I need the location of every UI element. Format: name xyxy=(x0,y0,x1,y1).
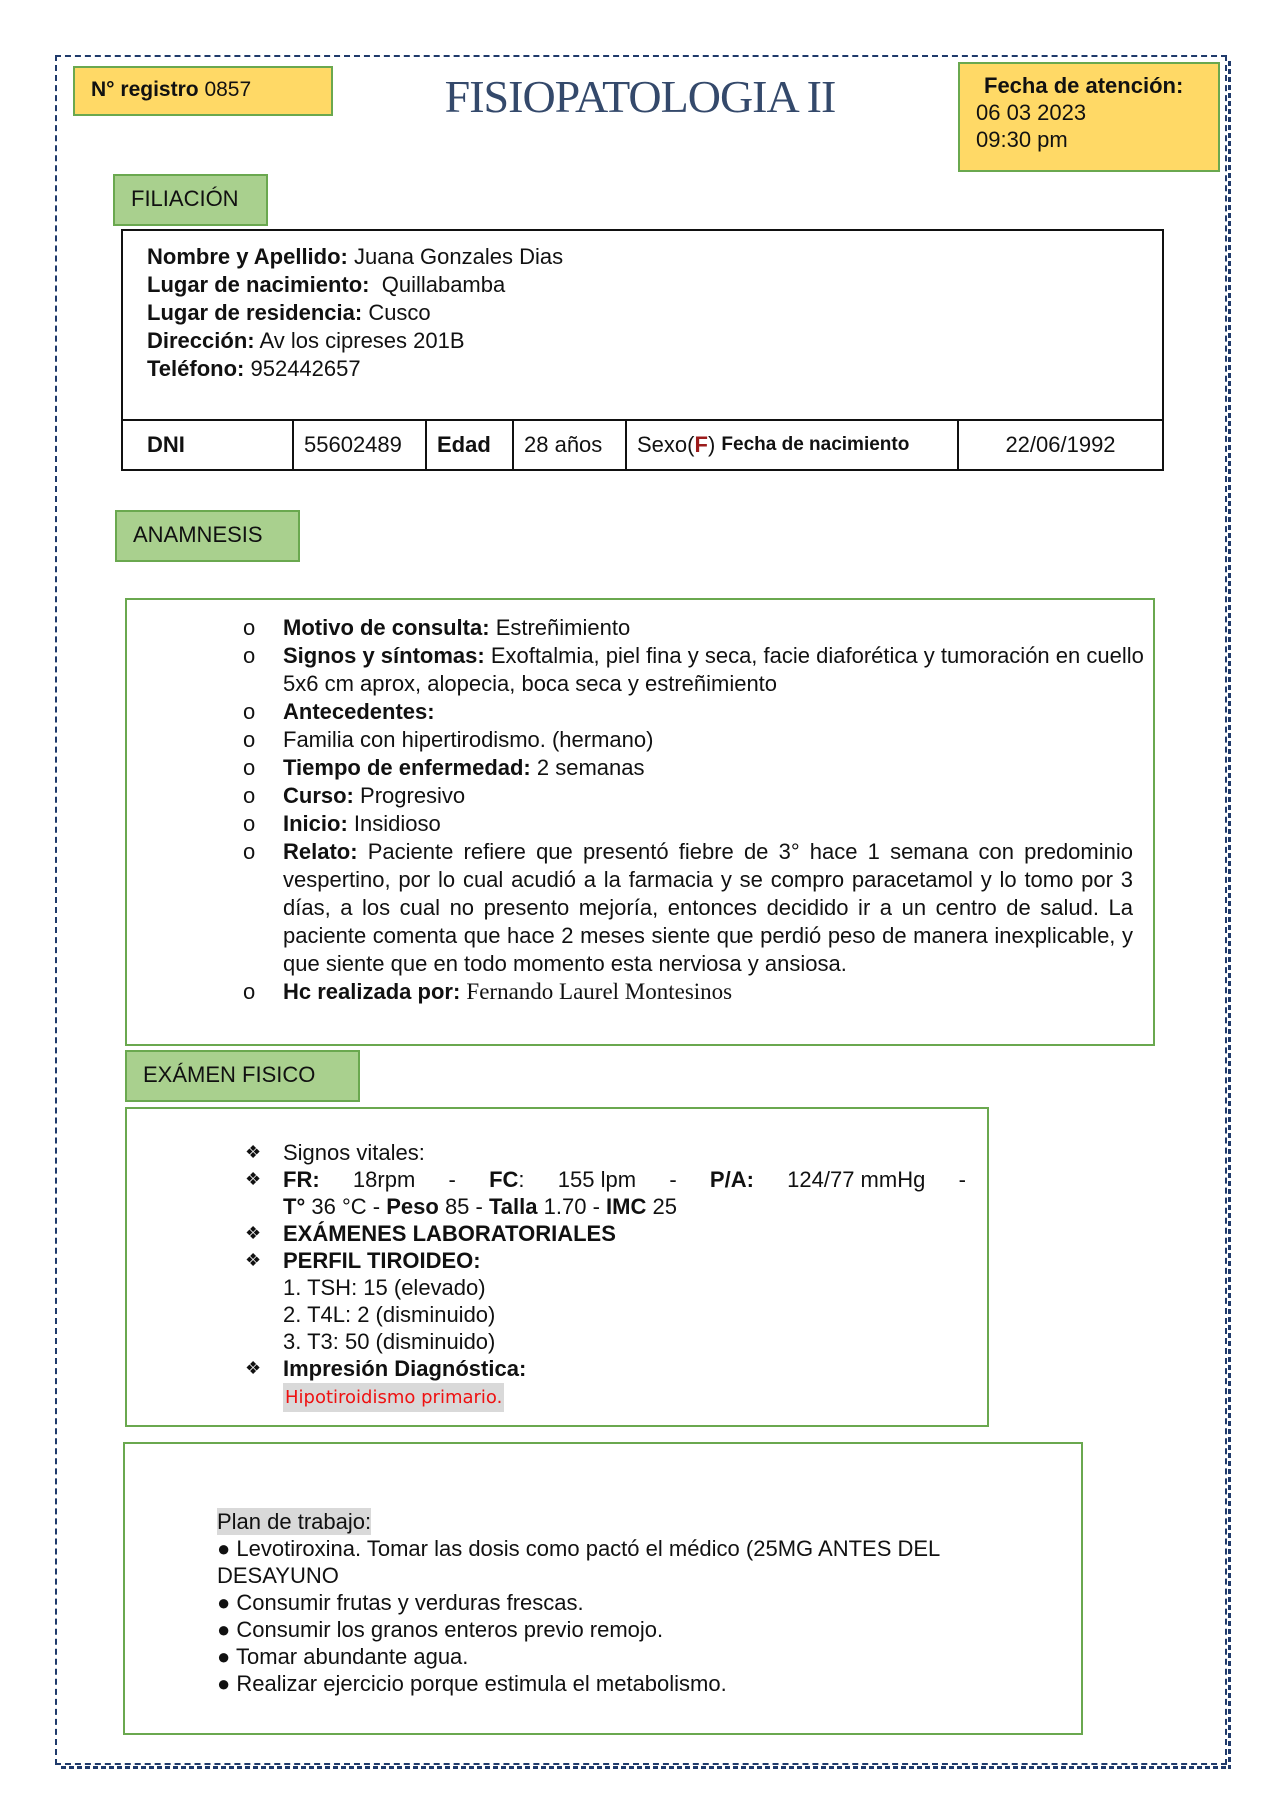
list-item xyxy=(187,698,1147,726)
imc-value: 25 xyxy=(652,1194,677,1219)
motivo-label: Motivo de consulta: xyxy=(283,615,490,640)
list-item xyxy=(187,726,1147,754)
filiacion-tab: FILIACIÓN xyxy=(113,174,268,226)
separator: - xyxy=(958,1167,966,1192)
residencia-label: Lugar de residencia: xyxy=(147,300,363,325)
relato-paragraph xyxy=(283,838,1133,978)
nacimiento-label: Lugar de nacimiento: xyxy=(147,272,370,297)
tiempo-label: Tiempo de enfermedad: xyxy=(283,755,531,780)
registro-label: N° registro xyxy=(91,78,199,101)
nacimiento-line xyxy=(147,271,563,299)
signos-value: Exoftalmia, piel fina y seca, facie diaforética y tumoración en cuello 5x6 cm aprox, alopecia, boca seca y estreñimiento xyxy=(283,643,1144,696)
sexo-value: F xyxy=(694,432,708,457)
anamnesis-box xyxy=(125,598,1155,1046)
list-item xyxy=(187,810,1147,838)
plan-item: ● Tomar abundante agua. xyxy=(217,1644,469,1669)
filiacion-box xyxy=(121,229,1164,471)
list-item xyxy=(187,1247,977,1355)
anamnesis-tab: ANAMNESIS xyxy=(115,510,300,562)
direccion-value: Av los cipreses 201B xyxy=(259,328,465,353)
sexo-close: ) xyxy=(707,432,716,457)
antecedentes-label: Antecedentes: xyxy=(283,699,435,724)
plan-item: ● Consumir los granos enteros previo remojo. xyxy=(217,1617,664,1642)
imc-label: IMC xyxy=(606,1194,647,1219)
sexo-label: Sexo( xyxy=(637,432,695,457)
hc-value: Fernando Laurel Montesinos xyxy=(466,979,733,1004)
talla-value: 1.70 xyxy=(543,1194,587,1219)
pa-label: P/A: xyxy=(709,1167,754,1192)
hc-label: Hc realizada por: xyxy=(283,979,461,1004)
list-item xyxy=(187,642,1147,698)
peso-label: Peso xyxy=(386,1194,439,1219)
talla-label: Talla xyxy=(488,1194,538,1219)
residencia-line xyxy=(147,299,563,327)
list-item xyxy=(187,782,1147,810)
examen-fisico-tab: EXÁMEN FISICO xyxy=(125,1050,360,1102)
list-item xyxy=(187,1139,977,1166)
separator: - xyxy=(448,1167,456,1192)
nombre-value: Juana Gonzales Dias xyxy=(354,244,564,269)
edad-value: 28 años xyxy=(514,421,627,469)
t-label: T° xyxy=(283,1194,306,1219)
telefono-line xyxy=(147,355,563,383)
fecha-atencion-label: Fecha de atención: xyxy=(984,73,1184,98)
inicio-label: Inicio: xyxy=(283,811,348,836)
impresion-value: Hipotiroidismo primario. xyxy=(283,1383,504,1412)
list-item xyxy=(187,754,1147,782)
plan-item: ● Levotiroxina. Tomar las dosis como pactó el médico (25MG ANTES DEL DESAYUNO xyxy=(217,1536,940,1588)
plan-box xyxy=(123,1442,1083,1735)
list-item xyxy=(187,978,1147,1006)
edad-label: Edad xyxy=(427,421,514,469)
dni-value: 55602489 xyxy=(294,421,427,469)
list-item xyxy=(187,614,1147,642)
nombre-line xyxy=(147,243,563,271)
t-value: 36 °C xyxy=(311,1194,367,1219)
relato-label: Relato: xyxy=(283,839,358,864)
telefono-label: Teléfono: xyxy=(147,356,245,381)
list-item xyxy=(187,1220,977,1247)
telefono-value: 952442657 xyxy=(250,356,361,381)
page-title: FISIOPATOLOGIA II xyxy=(444,71,836,122)
signos-vitales-label: Signos vitales: xyxy=(283,1140,425,1165)
examen-fisico-box xyxy=(125,1107,989,1427)
fr-value: 18rpm xyxy=(352,1167,416,1192)
tiempo-value: 2 semanas xyxy=(536,755,645,780)
fecha-atencion-time: 09:30 pm xyxy=(976,127,1068,152)
fecha-atencion-box xyxy=(958,62,1220,172)
vitals-line-2: T° 36 °C - Peso 85 - Talla 1.70 - IMC 25 xyxy=(283,1194,677,1219)
list-item xyxy=(187,1355,977,1412)
list-item xyxy=(187,1166,977,1220)
separator: - xyxy=(669,1167,677,1192)
direccion-line xyxy=(147,327,563,355)
tsh-value: 1. TSH: 15 (elevado) xyxy=(283,1275,486,1300)
nombre-label: Nombre y Apellido: xyxy=(147,244,348,269)
examen-list xyxy=(187,1139,977,1412)
curso-label: Curso: xyxy=(283,783,354,808)
fc-value: 155 lpm xyxy=(557,1167,637,1192)
filiacion-table-row xyxy=(121,419,1164,471)
fecha-atencion-date: 06 03 2023 xyxy=(976,100,1087,125)
relato-value: Paciente refiere que presentó fiebre de 3° hace 1 semana con predominio vespertino, por lo cual acudió a la farmacia y se compro paracetamol y lo tomo por 3 días, a los cual no presento mejoría, entonces decidido ir a un centro de salud. La paciente comenta que hace 2 meses siente que perdió peso de manera inexplicable, y que siente que en todo momento esta nerviosa y ansiosa. xyxy=(283,839,1133,976)
t4l-value: 2. T4L: 2 (disminuido) xyxy=(283,1302,496,1327)
anamnesis-list xyxy=(187,614,1147,1006)
motivo-value: Estreñimiento xyxy=(495,615,631,640)
signos-label: Signos y síntomas: xyxy=(283,643,485,668)
dni-label: DNI xyxy=(123,421,294,469)
fecha-nac-value: 22/06/1992 xyxy=(1005,432,1116,457)
t3-value: 3. T3: 50 (disminuido) xyxy=(283,1329,496,1354)
nacimiento-value: Quillabamba xyxy=(381,272,506,297)
plan-title: Plan de trabajo: xyxy=(217,1509,372,1534)
labs-label: EXÁMENES LABORATORIALES xyxy=(283,1221,616,1246)
registro-value: 0857 xyxy=(204,78,252,101)
sexo-fecha-nac-cell xyxy=(627,421,959,469)
fc-label: FC xyxy=(489,1167,519,1192)
direccion-label: Dirección: xyxy=(147,328,255,353)
curso-value: Progresivo xyxy=(360,783,466,808)
fecha-nac-label: Fecha de nacimiento xyxy=(721,434,910,455)
list-item xyxy=(187,838,1147,978)
plan-content xyxy=(217,1508,1017,1697)
impresion-label: Impresión Diagnóstica: xyxy=(283,1356,527,1381)
residencia-value: Cusco xyxy=(368,300,431,325)
fr-label: FR: xyxy=(283,1167,320,1192)
filiacion-info xyxy=(147,243,563,383)
pa-value: 124/77 mmHg xyxy=(787,1167,926,1192)
peso-value: 85 xyxy=(444,1194,470,1219)
plan-item: ● Consumir frutas y verduras frescas. xyxy=(217,1590,584,1615)
perfil-label: PERFIL TIROIDEO: xyxy=(283,1248,481,1273)
inicio-value: Insidioso xyxy=(353,811,441,836)
registro-box xyxy=(73,66,333,116)
familia-value: Familia con hipertirodismo. (hermano) xyxy=(283,727,654,752)
plan-item: ● Realizar ejercicio porque estimula el metabolismo. xyxy=(217,1671,727,1696)
vitals-line: ❖ FR: 18rpm - FC: 155 lpm - P/A: 124/77 mmHg - xyxy=(283,1167,966,1192)
